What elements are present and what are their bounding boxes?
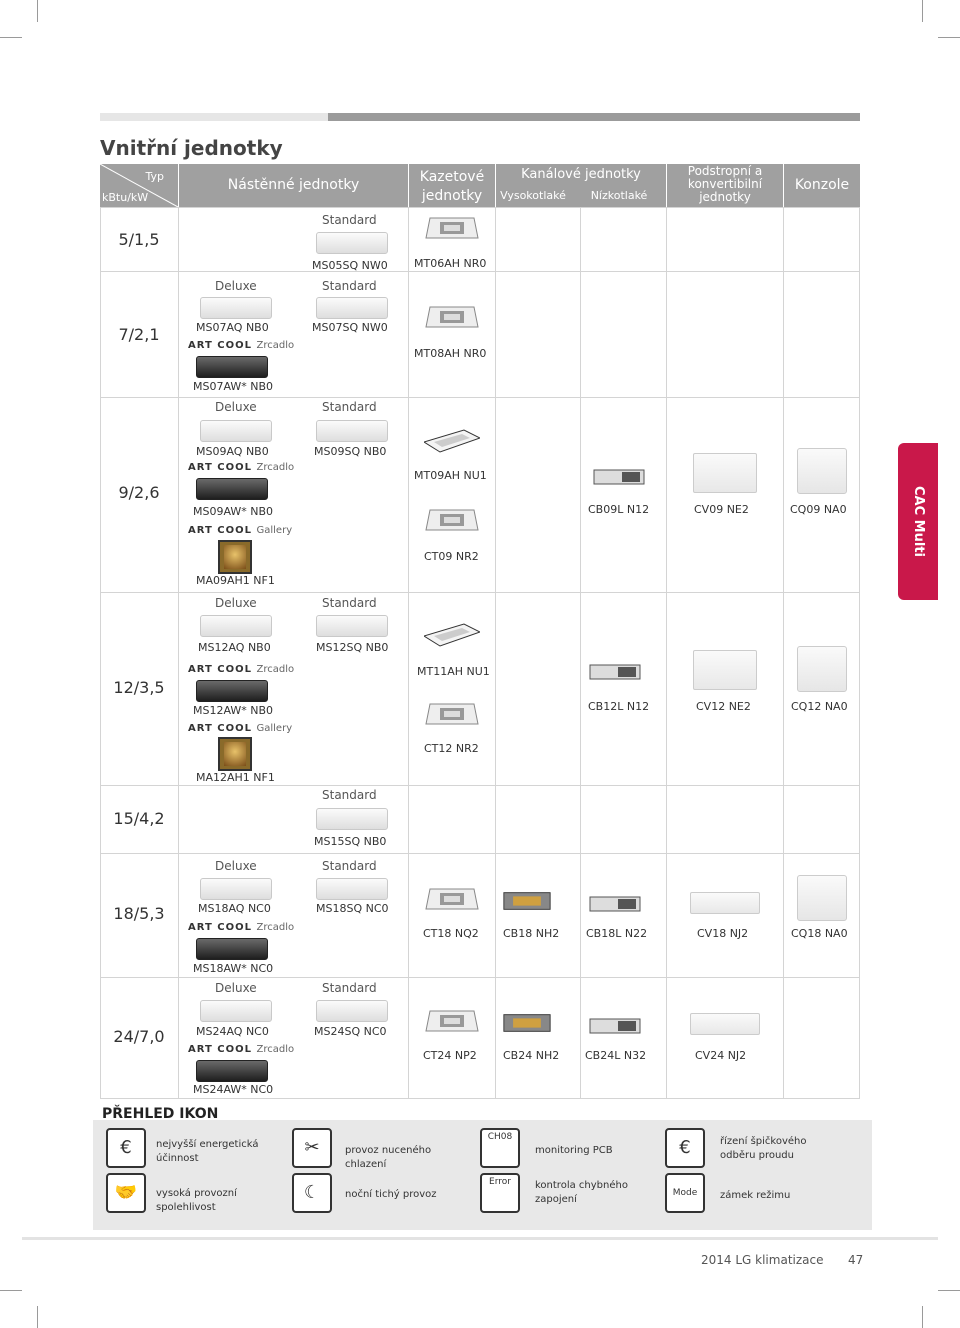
standard-label: Standard [322,213,377,227]
deluxe-label: Deluxe [215,279,257,293]
model-label: MS18AW* NC0 [193,962,274,975]
model-label: MS09AQ NB0 [196,445,269,458]
cassette-unit-image [424,1007,480,1037]
duct-unit-image [502,1012,552,1034]
header-console-label: Konzole [794,177,850,193]
deluxe-label: Deluxe [215,981,257,995]
handshake-icon: 🤝 [106,1173,146,1213]
icon-description: kontrola chybného zapojení [535,1180,628,1205]
model-label: MS12AQ NB0 [198,641,271,654]
model-label: MS24AQ NC0 [196,1025,269,1038]
art-cool-logo [188,525,292,536]
wall-unit-image [200,878,272,900]
model-label: CQ09 NA0 [790,503,847,516]
model-label: MS12SQ NB0 [316,641,389,654]
model-label: MS12AW* NB0 [193,704,274,717]
capacity-label: 12/3,5 [113,678,165,697]
header-kbtu: kBtu/kW [102,191,149,204]
header-duct-high: Vysokotlaké [500,189,566,202]
deluxe-label: Deluxe [215,859,257,873]
night-quiet-icon: ☾ [292,1173,332,1213]
art-cool-gallery-image [218,540,252,574]
ceiling-unit-image [690,1013,760,1035]
header-console [784,164,860,207]
model-label: CV18 NJ2 [697,927,749,940]
cassette-unit-image [424,700,480,730]
top-bar [100,113,860,121]
row-line [100,785,860,786]
cassette-unit-image [424,506,480,536]
capacity-label: 5/1,5 [118,230,160,249]
model-label: MT09AH NU1 [414,469,487,482]
icon-description: řízení špičkového odběru proudu [720,1136,807,1161]
side-tab[interactable] [898,443,938,600]
crop-mark [0,37,22,38]
crop-mark [922,0,923,22]
art-cool-brand: ART COOL [188,922,253,933]
header-cassette [409,164,495,207]
side-tab-label: CAC Multi [911,486,926,557]
model-label: CB09L N12 [588,503,650,516]
art-cool-mirror-image [196,478,268,500]
art-cool-variant: Zrcadlo [256,340,295,351]
model-label: MT06AH NR0 [414,257,487,270]
row-line [100,271,860,272]
header-diagonal [100,164,178,207]
art-cool-mirror-image [196,680,268,702]
model-label: CB12L N12 [588,700,650,713]
row-line [100,397,860,398]
crop-mark [938,1290,960,1291]
model-label: CV24 NJ2 [695,1049,747,1062]
row-line [100,853,860,854]
capacity-label: 9/2,6 [118,483,160,502]
duct-unit-image [588,893,642,915]
art-cool-logo [188,1044,294,1055]
art-cool-gallery-image [218,737,252,771]
header-wall [179,164,408,207]
error-check-icon [480,1173,520,1213]
row-line [100,207,860,208]
header-ceiling-label: Podstropní a konvertibilní jednotky [687,164,763,204]
model-label: CT18 NQ2 [423,927,479,940]
art-cool-variant: Zrcadlo [256,1044,295,1055]
col-line [859,207,860,1098]
icon-legend-title: PŘEHLED IKON [102,1106,219,1122]
footer-text: 2014 LG klimatizace [701,1253,824,1267]
icon-description: zámek režimu [720,1190,791,1201]
console-unit-image [797,646,847,692]
wall-unit-image [200,420,272,442]
ceiling-unit-image [690,892,760,914]
model-label: MS07SQ NW0 [312,321,388,334]
model-label: CT12 NR2 [424,742,479,755]
footer-line [22,1237,938,1240]
art-cool-variant: Zrcadlo [256,922,295,933]
header-wall-label: Nástěnné jednotky [227,177,360,193]
model-label: MS24AW* NC0 [193,1083,274,1096]
wall-unit-image [316,297,388,319]
model-label: MS24SQ NC0 [314,1025,387,1038]
icon-description: nejvyšší energetická účinnost [156,1139,259,1164]
capacity-label: 7/2,1 [118,325,160,344]
col-line [408,207,409,1098]
row-line [100,1098,860,1099]
model-label: MS05SQ NW0 [312,259,388,272]
standard-label: Standard [322,859,377,873]
wall-unit-image [316,232,388,254]
model-label: MA12AH1 NF1 [196,771,275,784]
model-label: MS15SQ NB0 [314,835,387,848]
crop-mark [37,1306,38,1328]
model-label: MS09AW* NB0 [193,505,274,518]
page-title: Vnitřní jednotky [100,136,283,160]
pcb-monitor-glyph: CH08 [487,1132,513,1142]
crop-mark [922,1306,923,1328]
duct-unit-image [585,1015,645,1037]
duct-unit-image [592,466,646,488]
header-ceiling [667,164,783,207]
capacity-label: 15/4,2 [113,809,165,828]
peak-control-icon: € [665,1128,705,1168]
model-label: CB18 NH2 [503,927,560,940]
art-cool-logo [188,340,294,351]
pcb-monitor-icon [480,1128,520,1168]
art-cool-mirror-image [196,1060,268,1082]
model-label: MS18SQ NC0 [316,902,389,915]
icon-description: provoz nuceného chlazení [345,1145,432,1170]
header-typ: Typ [145,170,164,183]
wall-unit-image [316,420,388,442]
model-label: CB24 NH2 [503,1049,560,1062]
col-line [783,207,784,1098]
art-cool-brand: ART COOL [188,340,253,351]
model-label: CV12 NE2 [696,700,751,713]
mode-lock-icon [665,1173,705,1213]
error-check-glyph: Error [489,1177,511,1187]
crop-mark [37,0,38,22]
standard-label: Standard [322,788,377,802]
model-label: CB24L N32 [585,1049,647,1062]
wall-unit-image [200,615,272,637]
console-unit-image [797,875,847,921]
art-cool-logo [188,462,294,473]
wall-unit-image [200,1000,272,1022]
header-cassette-label: Kazetové jednotky [419,169,485,204]
ceiling-unit-image [693,453,757,493]
wall-unit-image [316,1000,388,1022]
model-label: MS09SQ NB0 [314,445,387,458]
wall-unit-image [316,878,388,900]
ceiling-unit-image [693,650,757,690]
cassette-unit-image [424,303,480,333]
model-label: MS07AW* NB0 [193,380,274,393]
row-line [100,592,860,593]
cassette-unit-image [424,214,480,244]
art-cool-variant: Gallery [256,525,293,536]
standard-label: Standard [322,400,377,414]
art-cool-logo [188,922,294,933]
wall-unit-image [316,615,388,637]
crop-mark [938,37,960,38]
crop-mark [0,1290,22,1291]
icon-description: monitoring PCB [535,1145,613,1156]
row-line [100,977,860,978]
standard-label: Standard [322,279,377,293]
tools-icon: ✂ [292,1128,332,1168]
model-label: CQ12 NA0 [791,700,848,713]
model-label: MT11AH NU1 [417,665,490,678]
art-cool-logo [188,664,294,675]
art-cool-brand: ART COOL [188,462,253,473]
col-line [495,207,496,1098]
model-label: MT08AH NR0 [414,347,487,360]
art-cool-brand: ART COOL [188,525,253,536]
wall-unit-image [316,808,388,830]
icon-description: noční tichý provoz [345,1189,437,1200]
cassette-4way-image [424,428,480,458]
euro-icon: € [106,1128,146,1168]
header-duct-label: Kanálové jednotky [521,167,641,182]
col-line [666,207,667,1098]
model-label: CV09 NE2 [694,503,749,516]
model-label: MS07AQ NB0 [196,321,269,334]
model-label: CB18L N22 [586,927,648,940]
duct-unit-image [588,661,642,683]
standard-label: Standard [322,596,377,610]
icon-description: vysoká provozní spolehlivost [156,1188,237,1213]
art-cool-brand: ART COOL [188,664,253,675]
wall-unit-image [200,297,272,319]
col-line [580,207,581,1098]
standard-label: Standard [322,981,377,995]
page-number: 47 [848,1253,864,1267]
model-label: CT09 NR2 [424,550,479,563]
duct-unit-image [502,890,552,912]
model-label: MS18AQ NC0 [198,902,271,915]
art-cool-logo [188,723,292,734]
art-cool-brand: ART COOL [188,723,253,734]
model-label: CQ18 NA0 [791,927,848,940]
capacity-label: 24/7,0 [113,1027,165,1046]
console-unit-image [797,448,847,494]
art-cool-mirror-image [196,356,268,378]
art-cool-brand: ART COOL [188,1044,253,1055]
header-duct [496,164,666,207]
model-label: MA09AH1 NF1 [196,574,275,587]
deluxe-label: Deluxe [215,400,257,414]
art-cool-variant: Gallery [256,723,293,734]
art-cool-variant: Zrcadlo [256,462,295,473]
cassette-4way-image [424,622,480,652]
model-label: CT24 NP2 [423,1049,477,1062]
col-line [178,207,179,1098]
art-cool-variant: Zrcadlo [256,664,295,675]
capacity-label: 18/5,3 [113,904,165,923]
cassette-unit-image [424,885,480,915]
header-duct-low: Nízkotlaké [590,189,648,202]
deluxe-label: Deluxe [215,596,257,610]
mode-lock-glyph: Mode [672,1188,698,1198]
art-cool-mirror-image [196,938,268,960]
